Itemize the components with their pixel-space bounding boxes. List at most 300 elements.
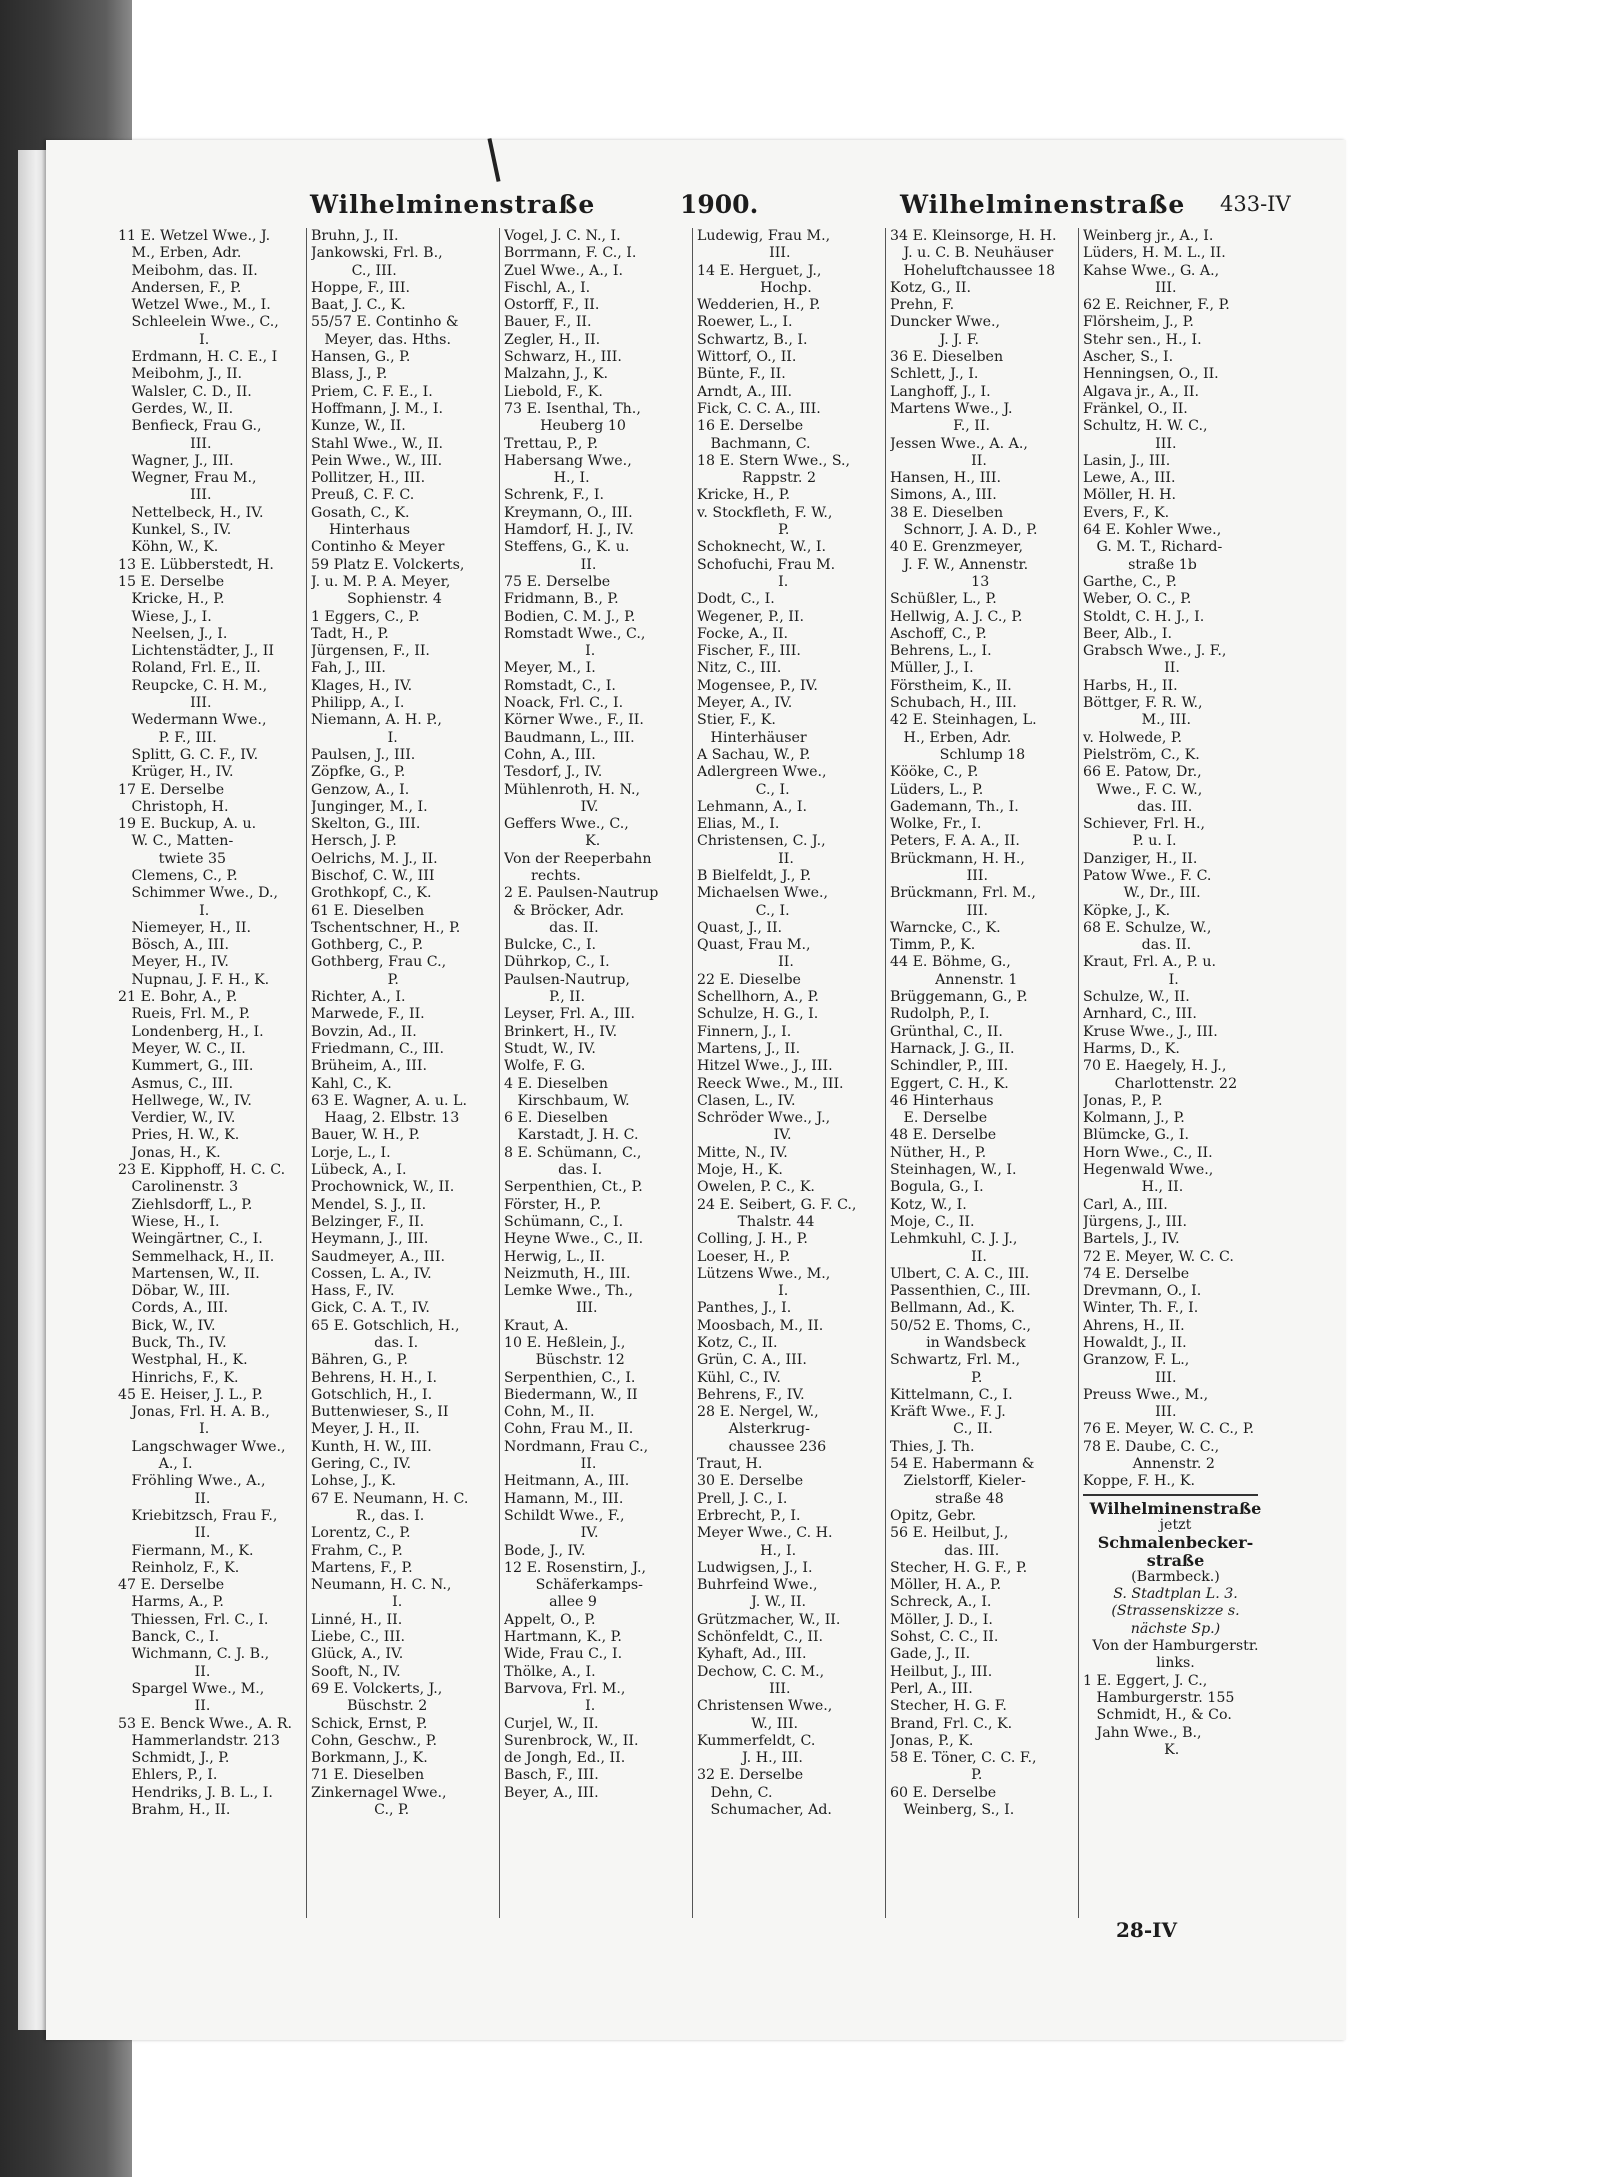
directory-entry: Döbar, W., III.: [118, 1283, 231, 1300]
directory-column-5: [890, 228, 1075, 1918]
directory-entry: Rueis, Frl. M., P.: [118, 1006, 251, 1023]
directory-entry: K.: [504, 833, 601, 850]
directory-entry: de Jongh, Ed., II.: [504, 1750, 626, 1767]
directory-entry: Nordmann, Frau C.,: [504, 1438, 649, 1455]
directory-entry: Gosath, C., K.: [311, 504, 410, 521]
directory-entry: Passenthien, C., III.: [890, 1283, 1031, 1300]
directory-entry: Charlottenstr. 22: [1083, 1075, 1238, 1092]
directory-entry: Kahl, C., K.: [311, 1075, 392, 1092]
directory-entry: Köpke, J., K.: [1083, 902, 1171, 919]
directory-entry: Basch, F., III.: [504, 1767, 599, 1784]
directory-entry: Preuss Wwe., M.,: [1083, 1386, 1209, 1403]
directory-entry: Kittelmann, C., I.: [890, 1386, 1013, 1403]
directory-entry: Brand, Frl. C., K.: [890, 1715, 1013, 1732]
directory-entry: J. J. F.: [890, 331, 979, 348]
directory-entry: Hochp.: [697, 279, 812, 296]
directory-entry: Fick, C. C. A., III.: [697, 400, 821, 417]
directory-entry: Jonas, P., K.: [890, 1732, 974, 1749]
directory-entry: Möller, H. A., P.: [890, 1577, 1002, 1594]
directory-entry: Trettau, P., P.: [504, 435, 599, 452]
directory-entry: Wegner, Frau M.,: [118, 470, 257, 487]
directory-entry: Opitz, Gebr.: [890, 1507, 976, 1524]
directory-entry: Fridmann, B., P.: [504, 591, 619, 608]
directory-entry: Schoknecht, W., I.: [697, 539, 827, 556]
directory-entry: Gotschlich, H., I.: [311, 1386, 433, 1403]
directory-entry: I.: [118, 331, 210, 348]
directory-entry: Schwarz, H., III.: [504, 349, 622, 366]
directory-entry: Cohn, A., III.: [504, 746, 596, 763]
directory-entry: Schröder Wwe., J.,: [697, 1110, 831, 1127]
directory-entry: Geffers Wwe., C.,: [504, 816, 629, 833]
directory-entry: Wedderien, H., P.: [697, 297, 821, 314]
directory-entry: I.: [311, 729, 398, 746]
section-entry: Jahn Wwe., B.,: [1083, 1724, 1202, 1741]
directory-entry: II.: [890, 452, 987, 469]
directory-entry: II.: [504, 1456, 597, 1473]
directory-entry: Gademann, Th., I.: [890, 798, 1019, 815]
directory-entry: 16 E. Derselbe: [697, 418, 804, 435]
directory-entry: Heuberg 10: [504, 418, 626, 435]
directory-entry: rechts.: [504, 867, 581, 884]
directory-entry: Lehmann, A., I.: [697, 798, 808, 815]
directory-entry: Weingärtner, C., I.: [118, 1231, 263, 1248]
directory-entry: C., I.: [697, 781, 790, 798]
directory-entry: Simons, A., III.: [890, 487, 997, 504]
directory-entry: Surenbrock, W., II.: [504, 1732, 639, 1749]
directory-entry: Meyer Wwe., C. H.: [697, 1525, 833, 1542]
directory-entry: IV.: [504, 798, 599, 815]
directory-column-4: [697, 228, 882, 1918]
section-note-1: (Strassenskizze s.: [1111, 1603, 1240, 1620]
directory-entry: Jankowski, Frl. B.,: [311, 245, 443, 262]
directory-entry: Heilbut, J., III.: [890, 1663, 993, 1680]
directory-entry: Hellwege, W., IV.: [118, 1092, 252, 1109]
directory-entry: Grothkopf, C., K.: [311, 885, 432, 902]
directory-entry: Behrens, H. H., I.: [311, 1369, 437, 1386]
directory-entry: Kunkel, S., IV.: [118, 522, 232, 539]
directory-entry: Schildt Wwe., F.,: [504, 1507, 625, 1524]
footer-page-code: 28-IV: [1116, 1918, 1178, 1942]
directory-entry: Schleelein Wwe., C.,: [118, 314, 279, 331]
directory-entry: A Sachau, W., P.: [697, 746, 811, 763]
directory-entry: Cohn, Geschw., P.: [311, 1732, 437, 1749]
directory-entry: Schlump 18: [890, 746, 1026, 763]
directory-entry: Gothberg, Frau C.,: [311, 954, 447, 971]
directory-entry: J. W., II.: [697, 1594, 807, 1611]
directory-entry: Paulsen, J., III.: [311, 746, 416, 763]
directory-entry: Büschstr. 12: [504, 1352, 625, 1369]
directory-entry: Bode, J., IV.: [504, 1542, 586, 1559]
directory-entry: Verdier, W., IV.: [118, 1110, 236, 1127]
directory-entry: Pollitzer, H., III.: [311, 470, 426, 487]
directory-entry: Owelen, P. C., K.: [697, 1179, 815, 1196]
directory-entry: Wagner, J., III.: [118, 452, 234, 469]
directory-entry: Kraut, A.: [504, 1317, 569, 1334]
directory-entry: III.: [118, 435, 212, 452]
directory-entry: E. Derselbe: [890, 1110, 988, 1127]
directory-entry: Continho & Meyer: [311, 539, 445, 556]
directory-entry: Lübeck, A., I.: [311, 1162, 407, 1179]
directory-entry: C., III.: [311, 262, 397, 279]
directory-entry: Brückmann, Frl. M.,: [890, 885, 1036, 902]
directory-entry: Mühlenroth, H. N.,: [504, 781, 640, 798]
directory-entry: Wichmann, C. J. B.,: [118, 1646, 270, 1663]
directory-entry: Schnorr, J. A. D., P.: [890, 522, 1038, 539]
directory-entry: Weinberg, S., I.: [890, 1802, 1015, 1819]
directory-entry: Kricke, H., P.: [118, 591, 225, 608]
directory-entry: Hoffmann, J. M., I.: [311, 400, 443, 417]
directory-entry: II.: [890, 1248, 987, 1265]
directory-entry: Hammerlandstr. 213: [118, 1732, 280, 1749]
directory-entry: Zuel Wwe., A., I.: [504, 262, 623, 279]
directory-entry: II.: [118, 1490, 211, 1507]
directory-entry: Roland, Frl. E., II.: [118, 660, 261, 677]
directory-entry: Horn Wwe., C., II.: [1083, 1144, 1213, 1161]
directory-entry: Büschstr. 2: [311, 1698, 428, 1715]
directory-entry: das. III.: [1083, 798, 1193, 815]
directory-entry: W. C., Matten-: [118, 833, 234, 850]
directory-entry: Garthe, C., P.: [1083, 573, 1177, 590]
directory-entry: Müller, J., I.: [890, 660, 974, 677]
directory-entry: II.: [697, 954, 794, 971]
directory-entry: Christensen, C. J.,: [697, 833, 826, 850]
section-entry: Hamburgerstr. 155: [1083, 1689, 1235, 1706]
directory-entry: Marwede, F., II.: [311, 1006, 425, 1023]
directory-entry: Christoph, H.: [118, 798, 229, 815]
directory-entry: Heitmann, A., III.: [504, 1473, 630, 1490]
directory-entry: Baudmann, L., III.: [504, 729, 635, 746]
directory-entry: Gothberg, C., P.: [311, 937, 424, 954]
directory-entry: P.: [311, 971, 399, 988]
column-6-entries: [1083, 228, 1268, 1491]
directory-entry: Dehn, C.: [697, 1784, 773, 1801]
directory-entry: Buttenwieser, S., II: [311, 1404, 449, 1421]
directory-entry: Jürgensen, F., II.: [311, 643, 430, 660]
directory-entry: Buck, Th., IV.: [118, 1335, 227, 1351]
directory-entry: Meyer, J. H., II.: [311, 1421, 420, 1438]
directory-entry: das. I.: [504, 1162, 603, 1179]
directory-entry: Kricke, H., P.: [697, 487, 790, 504]
directory-entry: 18 E. Stern Wwe., S.,: [697, 452, 851, 469]
directory-entry: 19 E. Buckup, A. u.: [118, 816, 257, 833]
directory-entry: Fröhling Wwe., A.,: [118, 1473, 266, 1490]
directory-entry: Bogula, G., I.: [890, 1179, 984, 1196]
directory-entry: das. II.: [504, 919, 599, 936]
directory-entry: Wolfe, F. G.: [504, 1058, 586, 1075]
directory-entry: I.: [504, 1698, 596, 1715]
directory-entry: 4 E. Dieselben: [504, 1075, 609, 1092]
directory-entry: 28 E. Nergel, W.,: [697, 1404, 819, 1421]
directory-entry: Jessen Wwe., A. A.,: [890, 435, 1028, 452]
directory-entry: Wwe., F. C. W.,: [1083, 781, 1203, 798]
directory-entry: Kraut, Frl. A., P. u.: [1083, 954, 1216, 971]
directory-entry: straße 1b: [1083, 556, 1197, 573]
directory-entry: Serpenthien, C., I.: [504, 1369, 636, 1386]
directory-entry: Elias, M., I.: [697, 816, 780, 833]
directory-entry: Kirschbaum, W.: [504, 1092, 630, 1109]
directory-entry: 30 E. Derselbe: [697, 1473, 804, 1490]
directory-column-2: [311, 228, 496, 1918]
directory-entry: G. M. T., Richard-: [1083, 539, 1223, 556]
directory-entry: twiete 35: [118, 850, 227, 867]
directory-entry: Kummerfeldt, C.: [697, 1732, 816, 1749]
directory-entry: Hersch, J. P.: [311, 833, 397, 850]
directory-entry: Wiese, H., I.: [118, 1213, 220, 1230]
directory-entry: Fischl, A., I.: [504, 279, 591, 296]
column-divider: [692, 228, 693, 1918]
directory-entry: Mogensee, P., IV.: [697, 677, 818, 694]
directory-entry: Grabsch Wwe., J. F.,: [1083, 643, 1227, 660]
directory-entry: Prell, J. C., I.: [697, 1490, 788, 1507]
directory-entry: 73 E. Isenthal, Th.,: [504, 400, 641, 417]
directory-entry: II.: [118, 1525, 211, 1542]
directory-entry: I.: [697, 1283, 789, 1300]
directory-entry: Heyne Wwe., C., II.: [504, 1231, 644, 1248]
directory-entry: Zinkernagel Wwe.,: [311, 1784, 447, 1801]
directory-entry: Granzow, F. L.,: [1083, 1352, 1190, 1369]
directory-entry: 68 E. Schulze, W.,: [1083, 919, 1212, 936]
directory-entry: II.: [504, 556, 597, 573]
section-divider: [1083, 1494, 1258, 1496]
directory-entry: Spargel Wwe., M.,: [118, 1680, 265, 1697]
directory-entry: Pries, H. W., K.: [118, 1127, 240, 1144]
directory-entry: Bruhn, J., II.: [311, 228, 399, 244]
directory-entry: Aschoff, C., P.: [890, 625, 987, 642]
directory-entry: Traut, H.: [697, 1456, 763, 1473]
directory-entry: Martens, F., P.: [311, 1559, 413, 1576]
directory-entry: Evers, F., K.: [1083, 504, 1170, 521]
directory-entry: Thölke, A., I.: [504, 1663, 596, 1680]
directory-entry: Schellhorn, A., P.: [697, 989, 819, 1006]
directory-entry: Skelton, G., III.: [311, 816, 421, 833]
directory-entry: H., Erben, Adr.: [890, 729, 1012, 746]
directory-column-3: [504, 228, 689, 1918]
directory-entry: Rudolph, P., I.: [890, 1006, 990, 1023]
directory-entry: Brückmann, H. H.,: [890, 850, 1025, 867]
directory-entry: Schultz, H. W. C.,: [1083, 418, 1208, 435]
directory-entry: 24 E. Seibert, G. F. C.,: [697, 1196, 857, 1213]
directory-entry: Meyer, A., IV.: [697, 695, 793, 712]
directory-entry: Ascher, S., I.: [1083, 349, 1174, 366]
directory-entry: Kühl, C., IV.: [697, 1369, 781, 1386]
directory-entry: Lorentz, C., P.: [311, 1525, 411, 1542]
directory-entry: 45 E. Heiser, J. L., P.: [118, 1386, 263, 1403]
directory-entry: 69 E. Volckerts, J.,: [311, 1680, 443, 1697]
directory-entry: Quast, J., II.: [697, 919, 783, 936]
section-line-jetzt: jetzt: [1159, 1516, 1192, 1533]
directory-entry: IV.: [697, 1127, 792, 1144]
directory-entry: Thalstr. 44: [697, 1213, 815, 1230]
directory-entry: Zöpfke, G., P.: [311, 764, 406, 781]
section-new-name-2: straße: [1146, 1550, 1205, 1570]
directory-entry: Bauer, W. H., P.: [311, 1127, 420, 1144]
directory-entry: J. u. C. B. Neuhäuser: [890, 245, 1054, 262]
directory-entry: Erdmann, H. C. E., I: [118, 349, 278, 366]
directory-entry: Stecher, H. G. F., P.: [890, 1559, 1028, 1576]
directory-entry: 66 E. Patow, Dr.,: [1083, 764, 1202, 781]
directory-entry: Annenstr. 1: [890, 971, 1018, 988]
directory-entry: Bovzin, Ad., II.: [311, 1023, 417, 1040]
directory-entry: Thies, J. Th.: [890, 1438, 975, 1455]
directory-entry: Hamdorf, H. J., IV.: [504, 522, 634, 539]
directory-entry: das. I.: [311, 1335, 419, 1351]
directory-entry: Ludewig, Frau M.,: [697, 228, 831, 244]
directory-entry: R., das. I.: [311, 1507, 425, 1524]
directory-entry: Nupnau, J. F. H., K.: [118, 971, 270, 988]
directory-entry: Focke, A., II.: [697, 625, 789, 642]
directory-entry: Andersen, F., P.: [118, 279, 242, 296]
directory-entry: Lorje, L., I.: [311, 1144, 391, 1161]
directory-entry: das. III.: [890, 1542, 1000, 1559]
directory-entry: Haag, 2. Elbstr. 13: [311, 1110, 460, 1127]
directory-entry: Schulze, W., II.: [1083, 989, 1190, 1006]
directory-entry: M., III.: [1083, 712, 1192, 729]
directory-entry: I.: [118, 902, 210, 919]
directory-entry: Harnack, J. G., II.: [890, 1040, 1015, 1057]
directory-entry: Böttger, F. R. W.,: [1083, 695, 1203, 712]
directory-entry: Patow Wwe., F. C.: [1083, 867, 1212, 884]
directory-entry: B Bielfeldt, J., P.: [697, 867, 812, 884]
directory-entry: Romstadt, C., I.: [504, 677, 616, 694]
directory-entry: Clasen, L., IV.: [697, 1092, 796, 1109]
directory-entry: Schulze, H. G., I.: [697, 1006, 819, 1023]
directory-entry: Clemens, C., P.: [118, 867, 238, 884]
directory-entry: I.: [1083, 971, 1179, 988]
directory-entry: I.: [311, 1594, 403, 1611]
directory-entry: III.: [118, 695, 212, 712]
directory-entry: v. Stockfleth, F. W.,: [697, 504, 833, 521]
directory-entry: Fischer, F., III.: [697, 643, 801, 660]
directory-entry: Förstheim, K., II.: [890, 677, 1012, 694]
directory-entry: 46 Hinterhaus: [890, 1092, 994, 1109]
directory-entry: Bick, W., IV.: [118, 1317, 216, 1334]
directory-entry: Möller, J. D., I.: [890, 1611, 993, 1628]
directory-entry: C., I.: [697, 902, 790, 919]
directory-entry: 70 E. Haegely, H. J.,: [1083, 1058, 1227, 1075]
directory-entry: Dodt, C., I.: [697, 591, 775, 608]
directory-entry: Gerdes, W., II.: [118, 400, 234, 417]
directory-entry: 10 E. Heßlein, J.,: [504, 1335, 626, 1351]
directory-entry: chaussee 236: [697, 1438, 827, 1455]
directory-entry: Hoheluftchaussee 18: [890, 262, 1056, 279]
directory-entry: 17 E. Derselbe: [118, 781, 225, 798]
directory-entry: Behrens, F., IV.: [697, 1386, 805, 1403]
directory-entry: Junginger, M., I.: [311, 798, 428, 815]
directory-entry: Reinholz, F., K.: [118, 1559, 240, 1576]
directory-entry: P., II.: [504, 989, 586, 1006]
directory-entry: 22 E. Dieselbe: [697, 971, 801, 988]
directory-entry: Wide, Frau C., I.: [504, 1646, 623, 1663]
directory-entry: Bodien, C. M. J., P.: [504, 608, 636, 625]
directory-entry: Nüther, H., P.: [890, 1144, 987, 1161]
directory-entry: Lewe, A., III.: [1083, 470, 1176, 487]
directory-entry: 32 E. Derselbe: [697, 1767, 804, 1784]
directory-entry: Meyer, H., IV.: [118, 954, 229, 971]
directory-entry: Meibohm, J., II.: [118, 366, 243, 383]
directory-entry: III.: [504, 1300, 598, 1317]
directory-entry: Moje, C., II.: [890, 1213, 975, 1230]
directory-entry: 64 E. Kohler Wwe.,: [1083, 522, 1222, 539]
directory-entry: Ehlers, P., I.: [118, 1767, 218, 1784]
column-divider: [499, 228, 500, 1918]
header-year: 1900.: [680, 190, 759, 219]
directory-entry: Brüheim, A., III.: [311, 1058, 427, 1075]
directory-entry: Sooft, N., IV.: [311, 1663, 401, 1680]
directory-entry: Oelrichs, M. J., II.: [311, 850, 438, 867]
directory-entry: Körner Wwe., F., II.: [504, 712, 644, 729]
directory-entry: Appelt, O., P.: [504, 1611, 596, 1628]
directory-entry: II.: [1083, 660, 1180, 677]
directory-entry: Nettelbeck, H., IV.: [118, 504, 264, 521]
directory-entry: Tschentschner, H., P.: [311, 919, 461, 936]
directory-entry: in Wandsbeck: [890, 1335, 1026, 1351]
directory-entry: Cossen, L. A., IV.: [311, 1265, 432, 1282]
directory-entry: Tadt, H., P.: [311, 625, 389, 642]
directory-entry: Howaldt, J., II.: [1083, 1335, 1187, 1351]
directory-entry: Wittorf, O., II.: [697, 349, 797, 366]
directory-entry: Bähren, G., P.: [311, 1352, 408, 1369]
directory-entry: 23 E. Kipphoff, H. C. C.: [118, 1162, 286, 1179]
directory-entry: Hamann, M., III.: [504, 1490, 624, 1507]
directory-entry: Kotz, G., II.: [890, 279, 972, 296]
directory-entry: Behrens, L., I.: [890, 643, 992, 660]
directory-entry: Hansen, H., III.: [890, 470, 1002, 487]
directory-entry: Förster, H., P.: [504, 1196, 602, 1213]
directory-entry: Bachmann, C.: [697, 435, 811, 452]
directory-entry: Cohn, M., II.: [504, 1404, 595, 1421]
directory-entry: 38 E. Dieselben: [890, 504, 1004, 521]
directory-entry: 12 E. Rosenstirn, J.,: [504, 1559, 647, 1576]
directory-entry: Beyer, A., III.: [504, 1784, 599, 1801]
directory-entry: Winter, Th. F., I.: [1083, 1300, 1199, 1317]
directory-entry: Hinterhaus: [311, 522, 410, 539]
directory-entry: Bartels, J., IV.: [1083, 1231, 1180, 1248]
directory-entry: Wedermann Wwe.,: [118, 712, 267, 729]
directory-entry: III.: [118, 487, 212, 504]
directory-entry: Hinterhäuser: [697, 729, 807, 746]
directory-entry: Harms, A., P.: [118, 1594, 224, 1611]
directory-entry: P. F., III.: [118, 729, 217, 746]
directory-entry: Wetzel Wwe., M., I.: [118, 297, 271, 314]
directory-entry: Hinrichs, F., K.: [118, 1369, 239, 1386]
directory-entry: 47 E. Derselbe: [118, 1577, 225, 1594]
directory-entry: allee 9: [504, 1594, 597, 1611]
directory-entry: Stehr sen., H., I.: [1083, 331, 1202, 348]
directory-entry: Kotz, C., II.: [697, 1335, 778, 1351]
directory-entry: M., Erben, Adr.: [118, 245, 242, 262]
directory-entry: Kunth, H. W., III.: [311, 1438, 432, 1455]
directory-entry: Bösch, A., III.: [118, 937, 229, 954]
directory-entry: Kyhaft, Ad., III.: [697, 1646, 807, 1663]
directory-entry: straße 48: [890, 1490, 1004, 1507]
directory-entry: Timm, P., K.: [890, 937, 976, 954]
directory-entry: J. u. M. P. A. Meyer,: [311, 573, 451, 590]
directory-entry: Glück, A., IV.: [311, 1646, 404, 1663]
directory-entry: 62 E. Reichner, F., P.: [1083, 297, 1230, 314]
directory-entry: Meyer, das. Hths.: [311, 331, 451, 348]
directory-entry: Jonas, Frl. H. A. B.,: [118, 1404, 270, 1421]
directory-entry: Wiese, J., I.: [118, 608, 212, 625]
directory-entry: Ziehlsdorff, L., P.: [118, 1196, 253, 1213]
directory-entry: Mitte, N., IV.: [697, 1144, 788, 1161]
directory-entry: Arndt, A., III.: [697, 383, 793, 400]
directory-entry: 44 E. Böhme, G.,: [890, 954, 1011, 971]
directory-entry: Schönfeldt, C., II.: [697, 1629, 824, 1646]
directory-entry: Möller, H. H.: [1083, 487, 1177, 504]
directory-entry: Kunze, W., II.: [311, 418, 406, 435]
directory-entry: Friedmann, C., III.: [311, 1040, 445, 1057]
directory-entry: 56 E. Heilbut, J.,: [890, 1525, 1009, 1542]
